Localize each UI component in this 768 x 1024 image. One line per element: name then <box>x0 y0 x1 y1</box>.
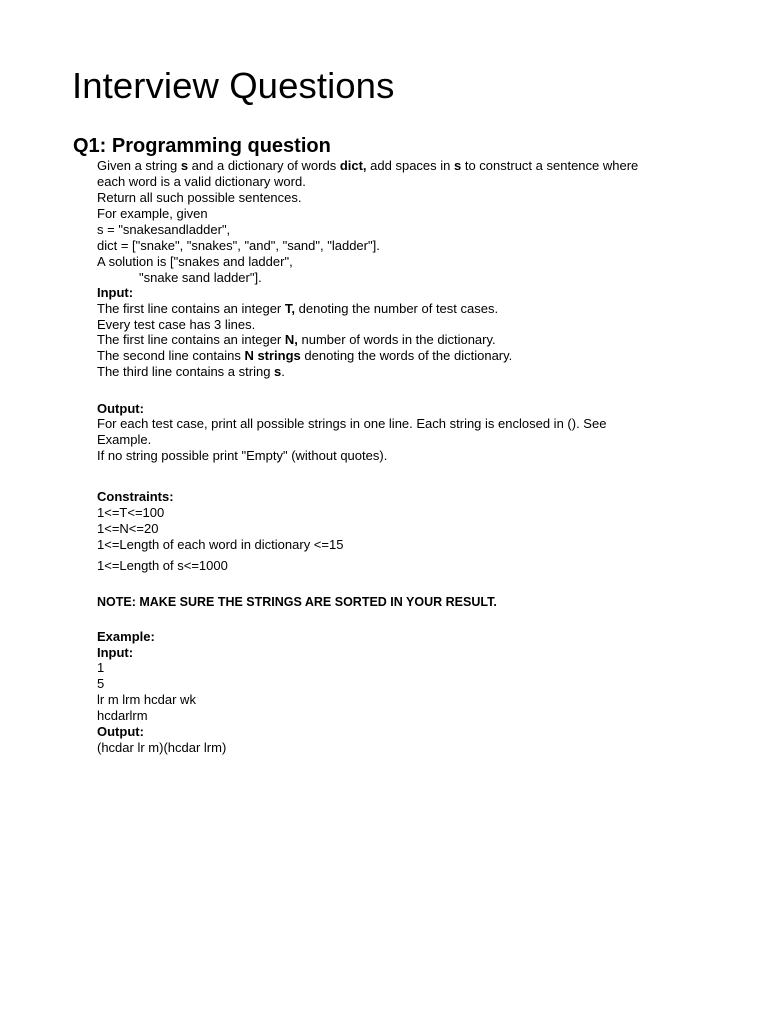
input-line-5: The third line contains a string s. <box>97 364 285 379</box>
output-line-3: If no string possible print "Empty" (without quotes). <box>97 448 388 463</box>
example-input-line: hcdarlrm <box>97 708 148 723</box>
input-line-3: The first line contains an integer N, number of words in the dictionary. <box>97 332 496 347</box>
question-heading: Q1: Programming question <box>73 135 331 157</box>
sorting-note: NOTE: MAKE SURE THE STRINGS ARE SORTED IN YOUR RESULT. <box>97 595 497 609</box>
example-output-label: Output: <box>97 724 144 739</box>
example-input-line: 5 <box>97 676 105 691</box>
example-heading: Example: <box>97 629 155 644</box>
problem-line-7: A solution is ["snakes and ladder", <box>97 254 293 269</box>
constraint-item: 1<=Length of each word in dictionary <=15 <box>97 537 344 552</box>
problem-line-1: Given a string s and a dictionary of words dict, add spaces in s to construct a sentence where <box>97 158 639 173</box>
problem-line-3: Return all such possible sentences. <box>97 190 302 205</box>
input-line-2: Every test case has 3 lines. <box>97 317 256 332</box>
constraint-item: 1<=N<=20 <box>97 521 159 536</box>
constraint-item: 1<=Length of s<=1000 <box>97 558 228 573</box>
input-line-1: The first line contains an integer T, denoting the number of test cases. <box>97 301 499 316</box>
problem-line-8: "snake sand ladder"]. <box>139 270 262 285</box>
constraint-item: 1<=T<=100 <box>97 505 165 520</box>
input-line-4: The second line contains N strings denoting the words of the dictionary. <box>97 348 513 363</box>
example-input-line: lr m lrm hcdar wk <box>97 692 196 707</box>
problem-line-2: each word is a valid dictionary word. <box>97 174 306 189</box>
output-line-1: For each test case, print all possible strings in one line. Each string is enclosed in (). See <box>97 416 607 431</box>
example-output-line: (hcdar lr m)(hcdar lrm) <box>97 740 227 755</box>
constraints-heading: Constraints: <box>97 489 174 504</box>
problem-line-4: For example, given <box>97 206 208 221</box>
input-heading: Input: <box>97 285 134 300</box>
document-title: Interview Questions <box>72 65 395 106</box>
problem-line-6: dict = ["snake", "snakes", "and", "sand", "ladder"]. <box>97 238 380 253</box>
problem-line-5: s = "snakesandladder", <box>97 222 231 237</box>
example-input-label: Input: <box>97 645 134 660</box>
example-input-line: 1 <box>97 660 105 675</box>
output-heading: Output: <box>97 401 144 416</box>
output-line-2: Example. <box>97 432 152 447</box>
